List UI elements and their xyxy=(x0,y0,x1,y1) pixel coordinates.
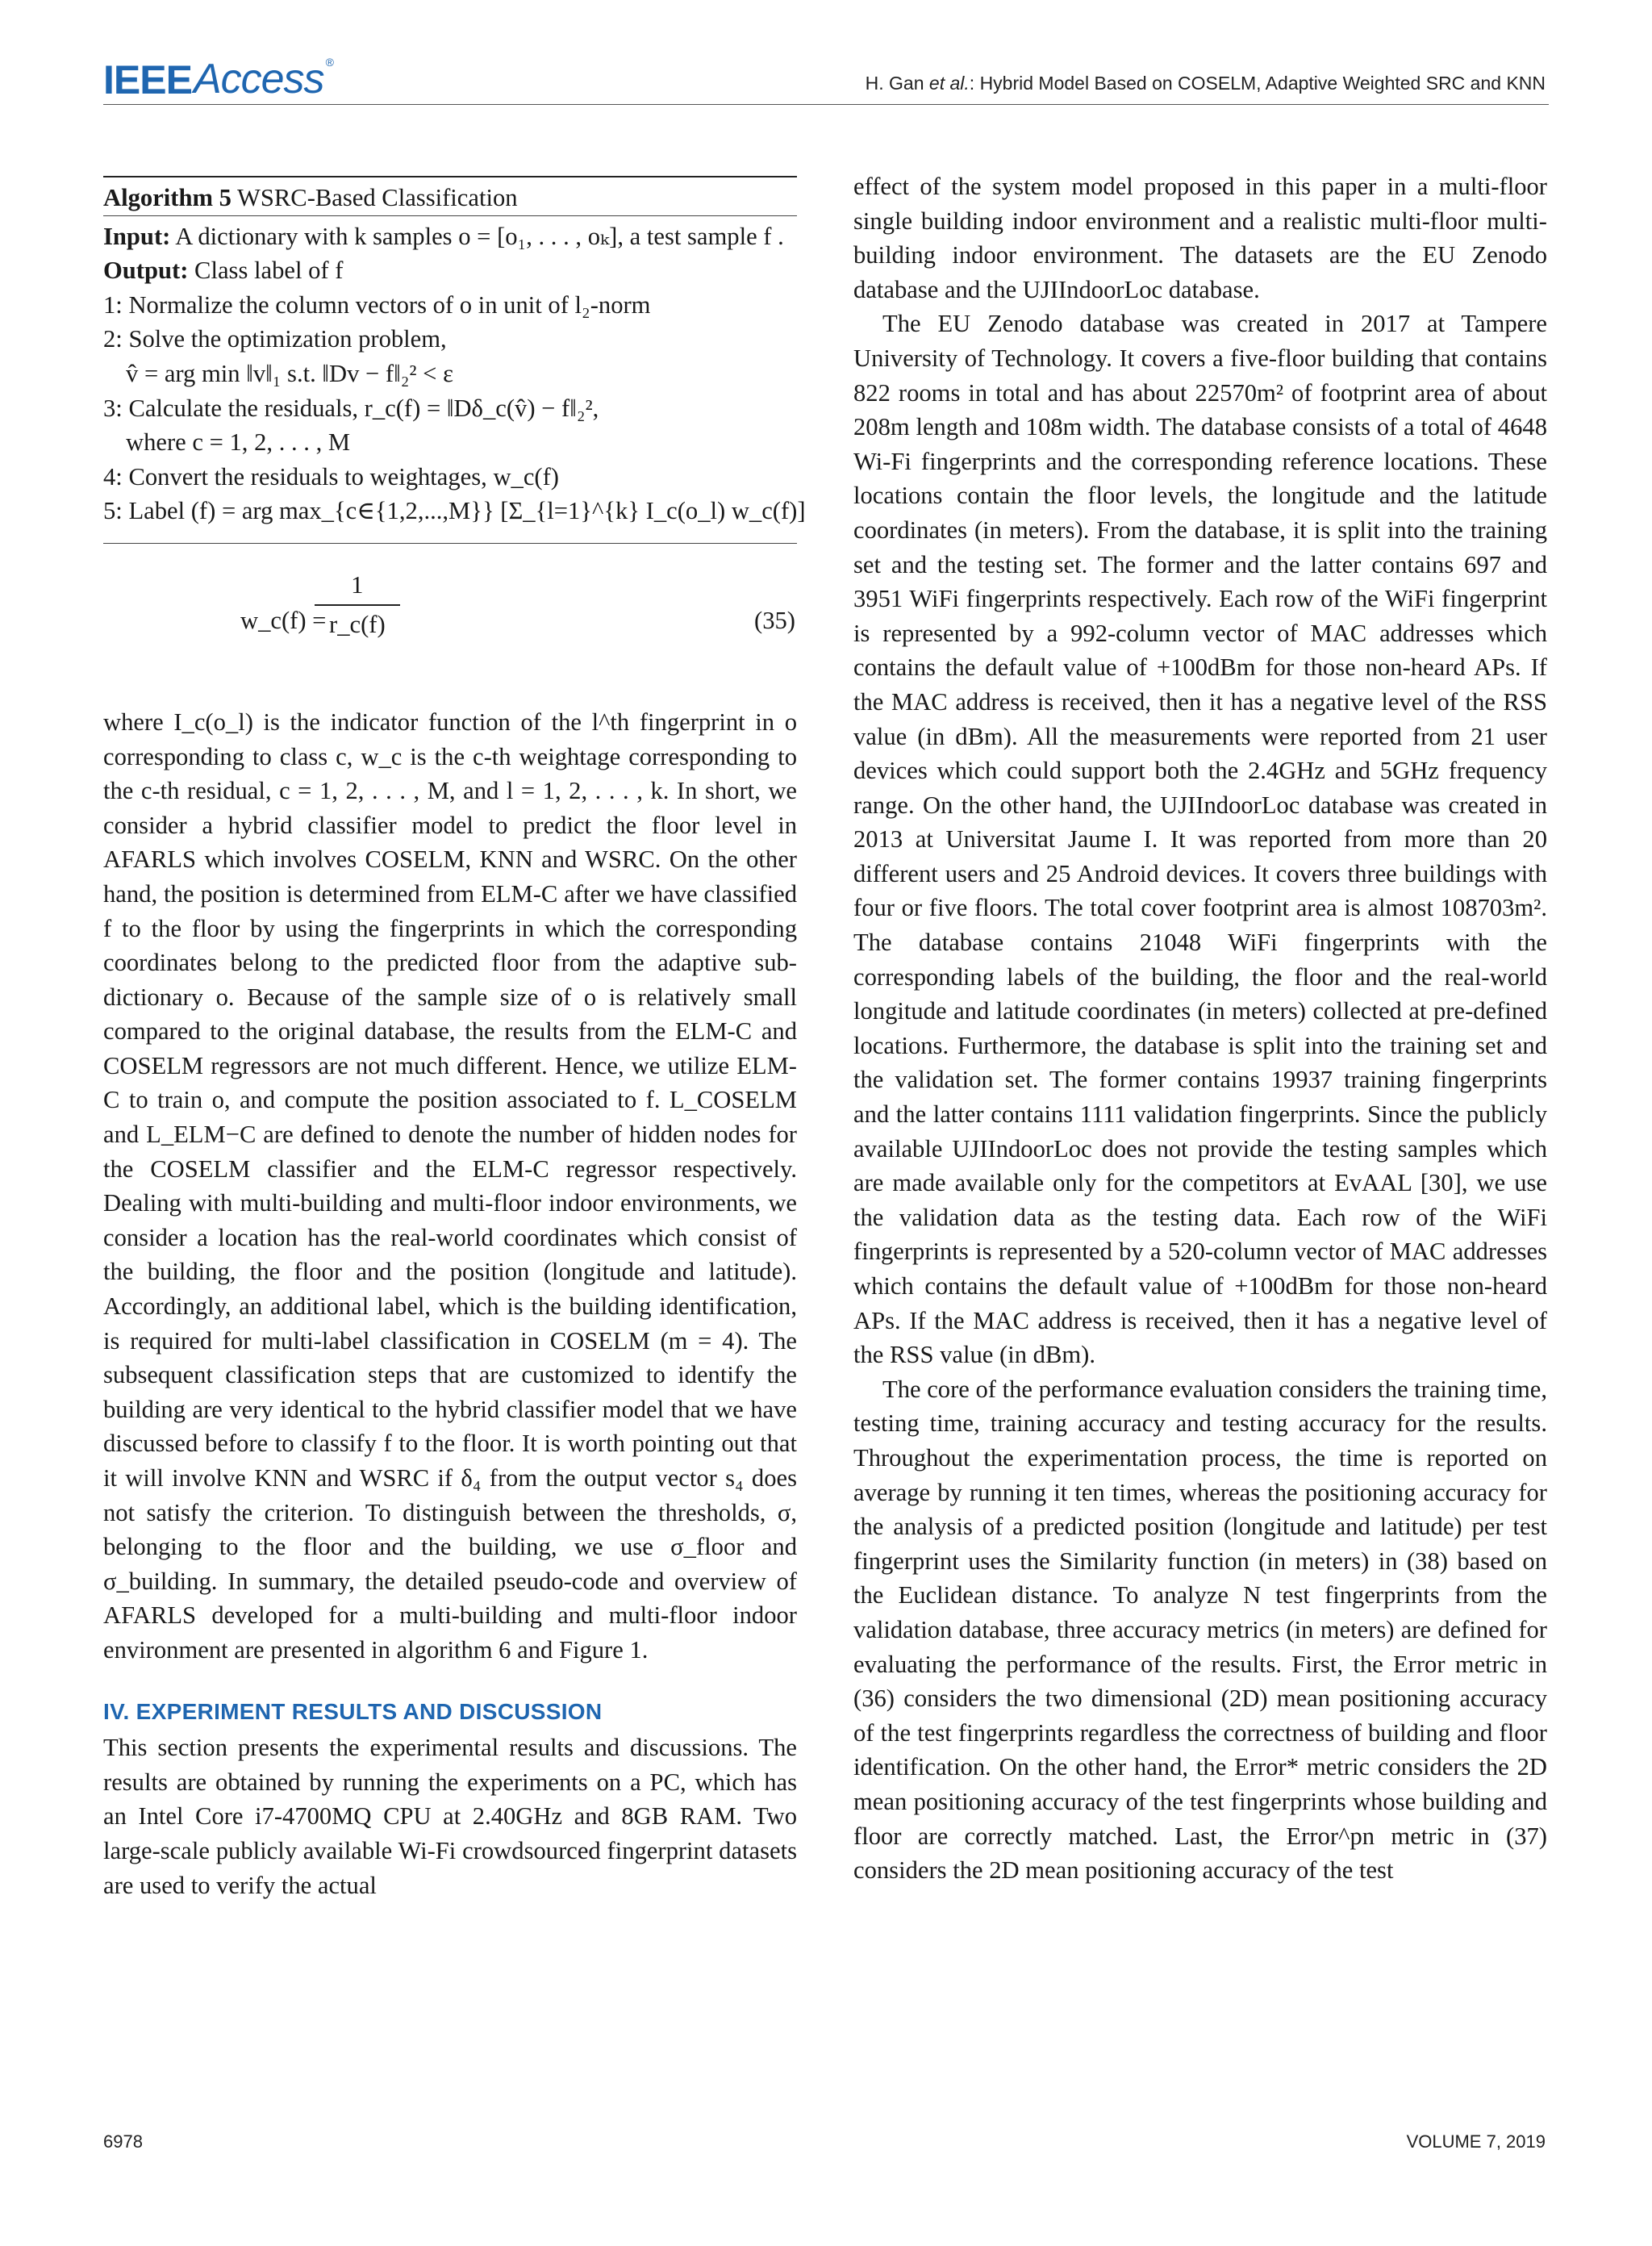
header-rule xyxy=(103,104,1549,105)
volume-info: VOLUME 7, 2019 xyxy=(1406,2131,1546,2152)
left-column xyxy=(103,169,806,1902)
section-paragraph: This section presents the experimental results and discussions. The results are obtained by running the experiments on a PC, which has an Intel Core i7-4700MQ CPU at 2.40GHz and 8GB RAM. Two large-scale publicly available Wi-Fi crowdsourced fingerprint datasets are used to verify the actual xyxy=(103,1734,797,1899)
right-column xyxy=(853,169,1547,1888)
algorithm-body xyxy=(103,216,806,543)
equation-number: (35) xyxy=(754,606,795,634)
input-text: A dictionary with k samples o = [o₁, . . . , oₖ], a test sample f . xyxy=(170,222,784,250)
algorithm-step-2-equation: v̂ = arg min ‖v‖₁ s.t. ‖Dv − f‖₂² < ε xyxy=(126,359,453,387)
algorithm-output xyxy=(103,253,797,288)
logo-ieee: IEEE xyxy=(103,57,192,102)
input-label: Input: xyxy=(103,222,171,250)
algorithm-input xyxy=(103,219,797,254)
equation-denominator: r_c(f) xyxy=(329,610,386,638)
algorithm-label: Algorithm 5 xyxy=(103,184,232,211)
algorithm-step-3: 3: Calculate the residuals, r_c(f) = ‖Dδ_c(v̂) − f‖₂², xyxy=(103,394,599,422)
algorithm-step-5: 5: Label (f) = arg max_{c∈{1,2,...,M}} [Σ_{l=1}^{k} I_c(o_l) w_c(f)] xyxy=(103,497,806,525)
page-number: 6978 xyxy=(103,2131,143,2152)
left-body-paragraph: where I_c(o_l) is the indicator function of the l^th fingerprint in o corresponding to class c, w_c is the c-th weightage corresponding to the c-th residual, c = 1, 2, . . . , M, and l = 1, 2, . . . , k. In short, we consider a hybrid classifier model to predict the floor level in AFARLS which involves COSELM, KNN and WSRC. On the other hand, the position is determined from ELM-C after we have classified f to the floor by using the fingerprints in which the corresponding coordinates belong to the predicted floor from the adaptive sub-dictionary o. Because of the sample size of o is relatively small compared to the original database, the results from the ELM-C and COSELM regressors are not much different. Hence, we utilize ELM-C to train o, and compute the position associated to f. L_COSELM and L_ELM−C are defined to denote the number of hidden nodes for the COSELM classifier and the ELM-C regressor respectively. Dealing with multi-building and multi-floor indoor environments, we consider a location has the real-world coordinates which consist of the building, the floor and the position (longitude and latitude). Accordingly, an additional label, which is the building identification, is required for multi-label classification in COSELM (m = 4). The subsequent classification steps that are customized to identify the building are very identical to the hybrid classifier model that we have discussed before to classify f to the floor. It is worth pointing out that it will involve KNN and WSRC if δ₄ from the output vector s₄ does not satisfy the criterion. To distinguish between the thresholds, σ, belonging to the floor and the building, we use σ_floor and σ_building. In summary, the detailed pseudo-code and overview of AFARLS developed for a multi-building and multi-floor indoor environment are presented in algorithm 6 and Figure 1. xyxy=(103,708,797,1664)
running-head-title: : Hybrid Model Based on COSELM, Adaptive Weighted SRC and KNN xyxy=(969,73,1546,94)
equation-numerator: 1 xyxy=(351,570,364,599)
algorithm-step-2: 2: Solve the optimization problem, xyxy=(103,325,447,353)
logo-trademark: ® xyxy=(325,56,334,69)
algorithm-step-1: 1: Normalize the column vectors of o in unit of l₂-norm xyxy=(103,290,651,319)
equation-fraction xyxy=(315,568,400,641)
algorithm-step-3-where: where c = 1, 2, . . . , M xyxy=(126,428,351,457)
algorithm-step-4: 4: Convert the residuals to weightages, w_c(f) xyxy=(103,462,559,491)
running-head-authors: H. Gan xyxy=(865,73,929,94)
right-paragraph-2: The EU Zenodo database was created in 2017 at Tampere University of Technology. It covers a five-floor building that contains 822 rooms in total and has about 22570m² of footprint area of about 208m length and 108m width. The database consists of a total of 4648 Wi-Fi fingerprints and the corresponding reference locations. These locations contain the floor levels, the longitude and the latitude coordinates (in meters). From the database, it is split into the training set and the testing set. The former and the latter contains 697 and 3951 WiFi fingerprints respectively. Each row of the WiFi fingerprint is represented by a 992-column vector of MAC addresses which contains the default value of +100dBm for those non-heard APs. If the MAC address is received, then it has a negative level of the RSS value (in dBm). All the measurements were reported from 21 user devices which could support both the 2.4GHz and 5GHz frequency range. On the other hand, the UJIIndoorLoc database was created in 2013 at Universitat Jaume I. It was reported from more than 20 different users and 25 Android devices. It covers three buildings with four or five floors. The total cover footprint area is almost 108703m². The database contains 21048 WiFi fingerprints with the corresponding labels of the building, the floor and the real-world longitude and latitude coordinates (in meters) collected at pre-defined locations. Furthermore, the database is split into the training set and the validation set. The former contains 19937 training fingerprints and the latter contains 1111 validation fingerprints. Since the publicly available UJIIndoorLoc does not provide the testing samples which are made available only for the competitors at EvAAL [30], we use the validation data as the testing data. Each row of the WiFi fingerprints is represented by a 520-column vector of MAC addresses which contains the default value of +100dBm for those non-heard APs. If the MAC address is received, then it has a negative level of the RSS value (in dBm). xyxy=(853,310,1547,1369)
fraction-bar xyxy=(315,604,400,606)
equation-lhs: w_c(f) = xyxy=(240,606,327,634)
journal-logo xyxy=(103,52,334,100)
right-paragraph-3: The core of the performance evaluation considers the training time, testing time, training accuracy and testing accuracy for the results. Throughout the experimentation process, the time is reported on average by running it ten times, whereas the positioning accuracy for the analysis of a predicted position (longitude and latitude) per test fingerprint uses the Similarity function (in meters) in (38) based on the Euclidean distance. To analyze N test fingerprints from the validation database, three accuracy metrics (in meters) are defined for evaluating the performance of the results. First, the Error metric in (36) considers the two dimensional (2D) mean positioning accuracy of the test fingerprints regardless the correctness of building and floor identification. On the other hand, the Error* metric considers the 2D mean positioning accuracy of the test fingerprints whose building and floor are correctly matched. Last, the Error^pn metric in (37) considers the 2D mean positioning accuracy of the test xyxy=(853,1375,1547,1885)
running-head-etal: et al. xyxy=(928,73,970,94)
logo-access: Access xyxy=(193,56,324,102)
output-label: Output: xyxy=(103,257,189,285)
section-heading: IV. EXPERIMENT RESULTS AND DISCUSSION xyxy=(103,1698,603,1724)
equation-35 xyxy=(103,568,797,689)
output-text: Class label of f xyxy=(188,257,344,285)
right-paragraph-1: effect of the system model proposed in this paper in a multi-floor single building indoor environment and a realistic multi-floor multi-building indoor environment. The datasets are the EU Zenodo database and the UJIIndoorLoc database. xyxy=(853,173,1547,303)
algorithm-box xyxy=(103,176,806,544)
algorithm-title xyxy=(103,177,797,216)
algorithm-name: WSRC-Based Classification xyxy=(231,184,518,211)
running-head xyxy=(866,73,1546,94)
